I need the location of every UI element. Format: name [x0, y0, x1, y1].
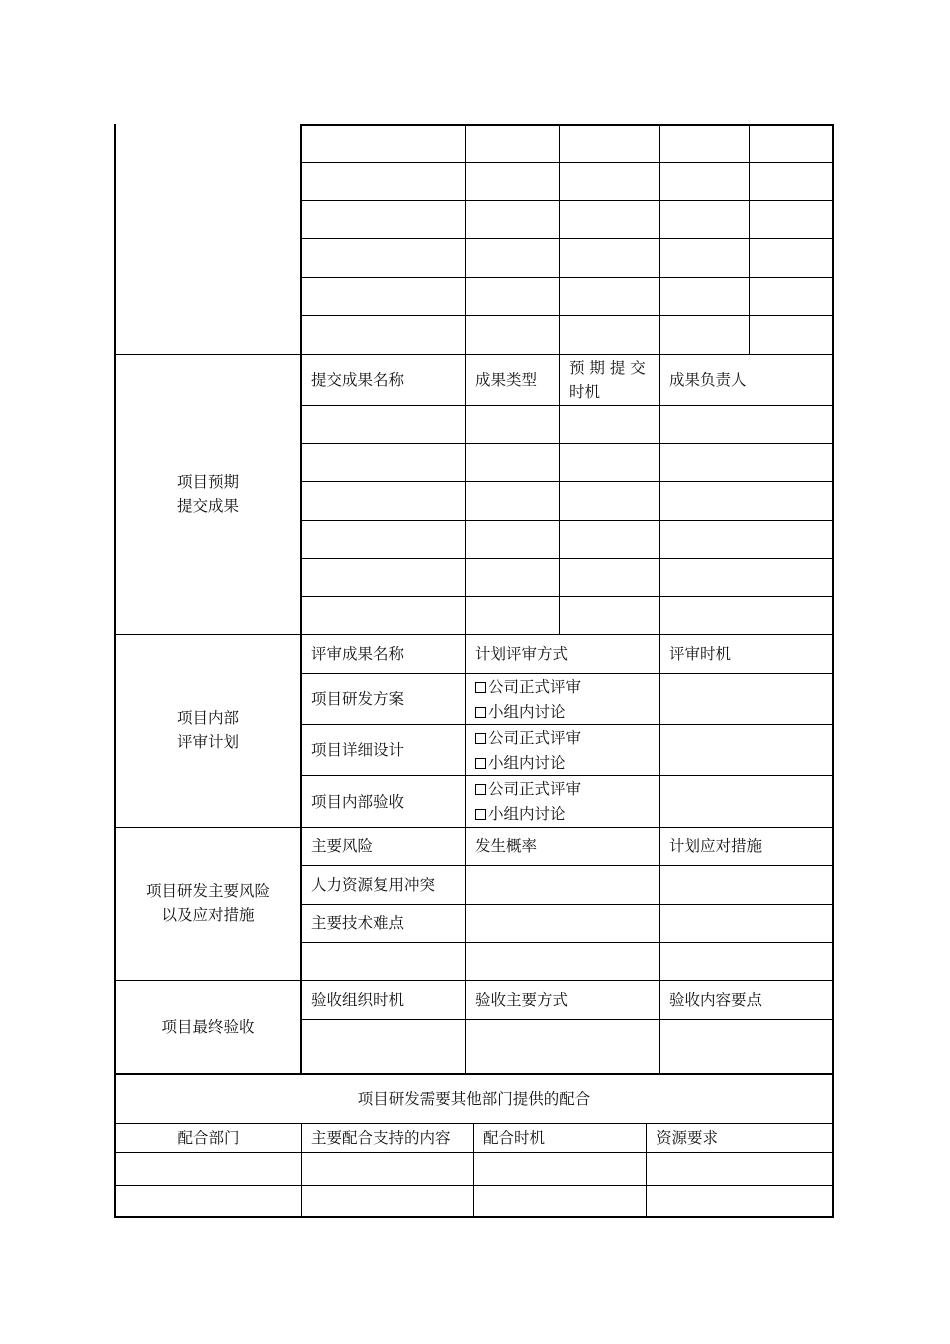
grid-vline	[646, 1123, 647, 1218]
grid-hline	[300, 200, 834, 201]
deliverable-owner-header: 成果负责人	[669, 371, 747, 389]
cooperation-title: 项目研发需要其他部门提供的配合	[357, 1090, 591, 1108]
grid-hline	[300, 124, 834, 126]
deliverable-type-header: 成果类型	[475, 371, 538, 389]
grid-hline	[114, 1185, 834, 1186]
grid-hline	[114, 1152, 834, 1153]
grid-vline	[473, 1123, 474, 1218]
section-divider	[114, 1073, 834, 1075]
grid-hline	[300, 558, 834, 559]
review-option[interactable]: 公司正式评审	[475, 777, 581, 801]
checkbox[interactable]	[475, 682, 486, 693]
grid-vline	[300, 124, 302, 1074]
grid-hline	[300, 443, 834, 444]
acceptance-method-header: 验收主要方式	[475, 991, 569, 1009]
section-divider	[114, 354, 834, 355]
grid-hline	[300, 596, 834, 597]
grid-vline	[559, 124, 560, 635]
grid-hline	[300, 315, 834, 316]
risk-probability-header: 发生概率	[475, 837, 538, 855]
review-section-label: 项目内部 评审计划	[176, 709, 239, 751]
review-option[interactable]: 小组内讨论	[475, 802, 566, 826]
acceptance-points-header: 验收内容要点	[669, 991, 763, 1009]
grid-hline	[300, 904, 834, 905]
grid-hline	[114, 1123, 834, 1124]
review-option[interactable]: 小组内讨论	[475, 700, 566, 724]
review-option[interactable]: 小组内讨论	[475, 751, 566, 775]
grid-hline	[300, 238, 834, 239]
review-name-header: 评审成果名称	[311, 645, 405, 663]
grid-vline	[659, 124, 660, 1074]
review-option[interactable]: 公司正式评审	[475, 726, 581, 750]
cooperation-dept-header: 配合部门	[177, 1129, 240, 1147]
review-timing-header: 评审时机	[669, 645, 732, 663]
review-method-header: 计划评审方式	[475, 645, 569, 663]
checkbox[interactable]	[475, 758, 486, 769]
grid-hline	[300, 942, 834, 943]
risk-measure-header: 计划应对措施	[669, 837, 763, 855]
section-divider	[114, 980, 834, 981]
cooperation-timing-header: 配合时机	[483, 1129, 546, 1147]
checkbox[interactable]	[475, 784, 486, 795]
table-border-left	[114, 124, 116, 1218]
grid-hline	[300, 1019, 834, 1020]
risk-section-label: 项目研发主要风险 以及应对措施	[145, 882, 270, 924]
review-row-name: 项目内部验收	[311, 793, 405, 811]
review-row-name: 项目详细设计	[311, 741, 405, 759]
grid-vline	[465, 124, 466, 1074]
deliverables-section-label: 项目预期 提交成果	[176, 473, 239, 515]
checkbox[interactable]	[475, 809, 486, 820]
acceptance-section-label: 项目最终验收	[161, 1018, 255, 1036]
grid-hline	[300, 520, 834, 521]
grid-vline	[301, 1123, 302, 1218]
cooperation-content-header: 主要配合支持的内容	[311, 1129, 451, 1147]
table-border-bottom	[114, 1216, 834, 1218]
acceptance-timing-header: 验收组织时机	[311, 991, 405, 1009]
deliverable-timing-header: 预 期 提 交 时机	[569, 359, 646, 401]
grid-hline	[300, 405, 834, 406]
risk-row-name: 主要技术难点	[311, 914, 405, 932]
section-divider	[114, 827, 834, 828]
section-divider	[114, 634, 834, 635]
grid-hline	[300, 277, 834, 278]
grid-hline	[300, 724, 834, 725]
review-row-name: 项目研发方案	[311, 690, 405, 708]
risk-name-header: 主要风险	[311, 837, 374, 855]
checkbox[interactable]	[475, 707, 486, 718]
review-option[interactable]: 公司正式评审	[475, 675, 581, 699]
grid-hline	[300, 162, 834, 163]
grid-hline	[300, 775, 834, 776]
deliverable-name-header: 提交成果名称	[311, 371, 405, 389]
table-border-right	[832, 124, 834, 1218]
checkbox[interactable]	[475, 733, 486, 744]
grid-hline	[300, 865, 834, 866]
risk-row-name: 人力资源复用冲突	[311, 876, 436, 894]
cooperation-resource-header: 资源要求	[656, 1129, 719, 1147]
grid-hline	[300, 481, 834, 482]
grid-vline	[749, 124, 750, 354]
grid-hline	[300, 673, 834, 674]
